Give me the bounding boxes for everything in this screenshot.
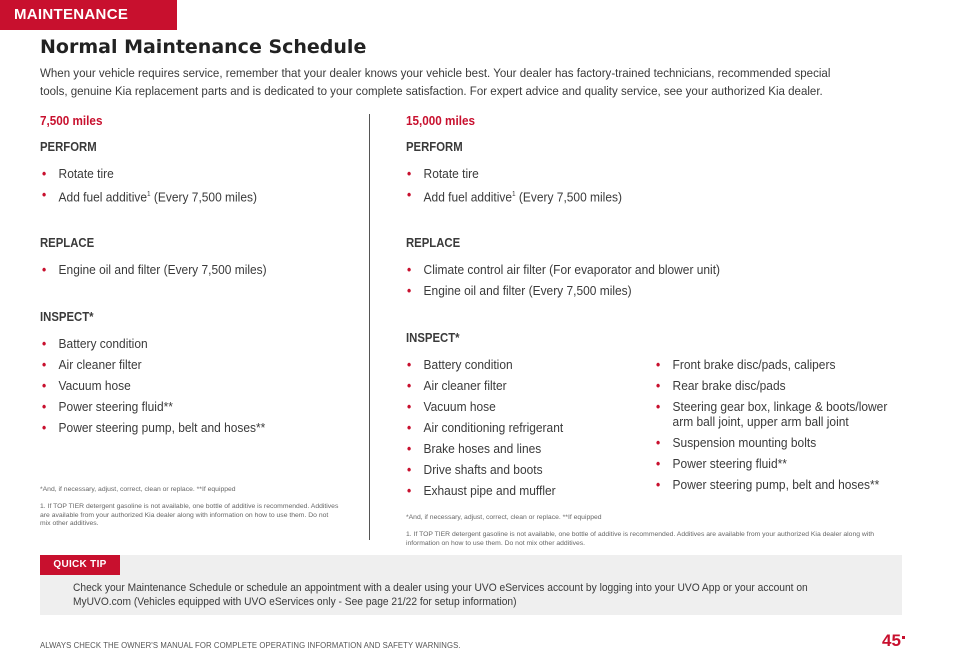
bullet-icon: •: [42, 187, 47, 202]
bullet-icon: •: [42, 262, 47, 277]
footer-warning: ALWAYS CHECK THE OWNER'S MANUAL FOR COMPLETE OPERATING INFORMATION AND SAFETY WARNINGS.: [40, 640, 461, 650]
list-item: • Add fuel additive$^1$ (Every 7,500 miles): [407, 187, 622, 205]
bullet-icon: •: [407, 462, 412, 477]
bullet-icon: •: [656, 477, 661, 492]
bullet-icon: •: [42, 166, 47, 181]
list-item: • Front brake disc/pads, calipers: [656, 357, 836, 372]
replace-list: [42, 262, 362, 283]
list-item: • Engine oil and filter (Every 7,500 miles): [407, 283, 632, 298]
list-item: • Power steering pump, belt and hoses**: [42, 420, 266, 435]
perform-list: [42, 166, 362, 210]
quick-tip-label: QUICK TIP: [40, 555, 120, 575]
footnote-1: 1. If TOP TIER detergent gasoline is not available, one bottle of additive is recommended. Additives are available from your authorized Kia dealer along with information on how to use them. Do not mix other additives.: [40, 503, 339, 527]
page-number: 45: [882, 631, 901, 650]
bullet-icon: •: [656, 435, 661, 450]
bullet-icon: •: [656, 456, 661, 471]
replace-heading: REPLACE: [40, 236, 95, 250]
page-title: Normal Maintenance Schedule: [40, 36, 367, 58]
list-item: • Battery condition: [42, 336, 148, 351]
bullet-icon: •: [407, 420, 412, 435]
list-item: • Rear brake disc/pads: [656, 378, 786, 393]
bullet-icon: •: [656, 357, 661, 372]
inspect-heading: INSPECT*: [406, 331, 460, 345]
mileage-heading-15000: 15,000 miles: [406, 113, 475, 128]
footnote-asterisk: *And, if necessary, adjust, correct, clean or replace. **If equipped: [40, 486, 236, 493]
list-item: • Add fuel additive$^1$ (Every 7,500 miles): [42, 187, 257, 205]
footnote-asterisk: *And, if necessary, adjust, correct, clean or replace. **If equipped: [406, 514, 602, 521]
section-tab: MAINTENANCE: [0, 0, 177, 30]
bullet-icon: •: [407, 283, 412, 298]
list-item: • Air cleaner filter: [42, 357, 142, 372]
bullet-icon: •: [407, 399, 412, 414]
list-item: • Battery condition: [407, 357, 513, 372]
inspect-heading: INSPECT*: [40, 310, 94, 324]
list-item: • Drive shafts and boots: [407, 462, 543, 477]
list-item: • Vacuum hose: [407, 399, 496, 414]
bullet-icon: •: [407, 441, 412, 456]
list-item: • Vacuum hose: [42, 378, 131, 393]
list-item: • Exhaust pipe and muffler: [407, 483, 556, 498]
column-divider: [369, 114, 370, 540]
bullet-icon: •: [42, 420, 47, 435]
inspect-list-col2: [656, 357, 916, 498]
list-item: • Power steering pump, belt and hoses**: [656, 477, 880, 492]
inspect-list: [407, 357, 637, 504]
list-item: • Climate control air filter (For evaporator and blower unit): [407, 262, 721, 277]
perform-heading: PERFORM: [406, 140, 463, 154]
bullet-icon: •: [407, 262, 412, 277]
list-item: • Air cleaner filter: [407, 378, 507, 393]
intro-paragraph: When your vehicle requires service, remember that your dealer knows your vehicle best. Your dealer has factory-trained technicians, recommended special tools, genuine Kia replacement parts and is dedicated to your complete satisfaction. For expert advice and quality service, see your authorized Kia dealer.: [40, 66, 831, 98]
bullet-icon: •: [42, 399, 47, 414]
mileage-heading-7500: 7,500 miles: [40, 113, 103, 128]
list-item: • Steering gear box, linkage & boots/lower arm ball joint, upper arm ball joint: [656, 399, 888, 429]
bullet-icon: •: [407, 357, 412, 372]
inspect-list: [42, 336, 362, 441]
list-item: • Power steering fluid**: [42, 399, 173, 414]
bullet-icon: •: [656, 378, 661, 393]
page-marker: [902, 636, 905, 639]
list-item: • Engine oil and filter (Every 7,500 miles): [42, 262, 267, 277]
list-item: • Power steering fluid**: [656, 456, 787, 471]
replace-heading: REPLACE: [406, 236, 461, 250]
list-item: • Rotate tire: [407, 166, 479, 181]
quick-tip-text: Check your Maintenance Schedule or schedule an appointment with a dealer using your UVO eServices account by logging into your UVO App or your account on MyUVO.com (Vehicles equipped with UVO eServices only - See page 21/22 for setup information): [73, 582, 808, 608]
bullet-icon: •: [42, 336, 47, 351]
bullet-icon: •: [407, 166, 412, 181]
footnote-1: 1. If TOP TIER detergent gasoline is not available, one bottle of additive is recommended. Additives are available from your authorized Kia dealer along with information on how to use them. Do not mix other additives.: [406, 531, 874, 547]
bullet-icon: •: [407, 187, 412, 202]
bullet-icon: •: [656, 399, 661, 414]
list-item: • Suspension mounting bolts: [656, 435, 817, 450]
bullet-icon: •: [407, 483, 412, 498]
bullet-icon: •: [407, 378, 412, 393]
replace-list: [407, 262, 847, 304]
perform-heading: PERFORM: [40, 140, 97, 154]
perform-list: [407, 166, 747, 210]
list-item: • Air conditioning refrigerant: [407, 420, 564, 435]
bullet-icon: •: [42, 378, 47, 393]
list-item: • Brake hoses and lines: [407, 441, 542, 456]
bullet-icon: •: [42, 357, 47, 372]
list-item: • Rotate tire: [42, 166, 114, 181]
